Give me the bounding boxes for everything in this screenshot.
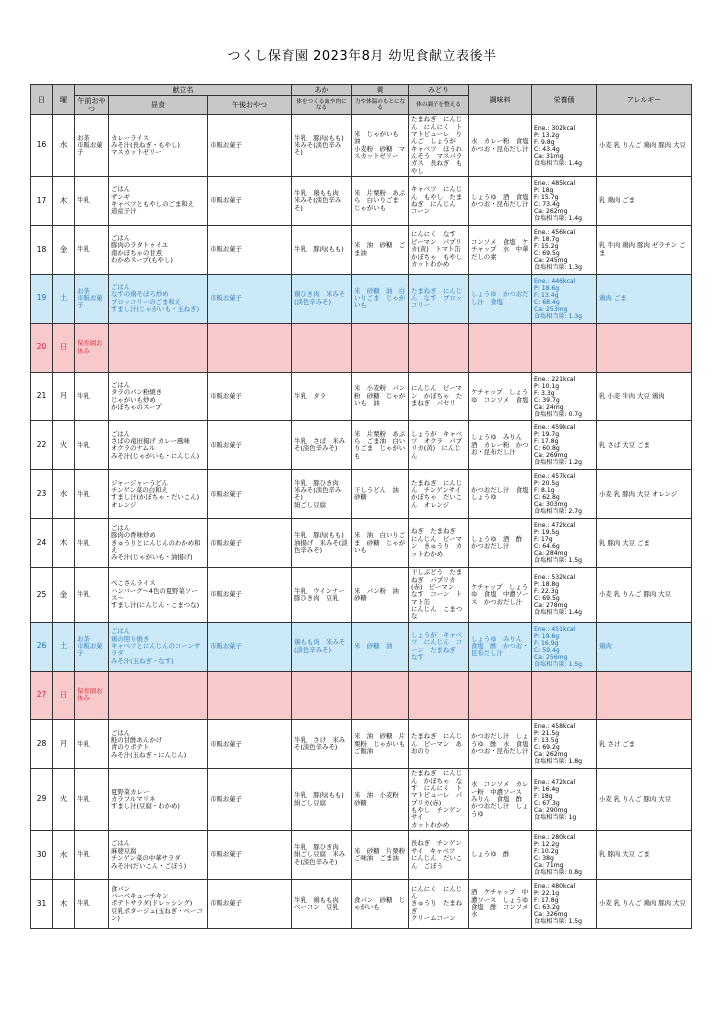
nutrition-cell: Ene.: 485kcal P: 18g F: 15.7g C: 73.4g Ca: 262mg 食塩相当量: 1.4g bbox=[532, 177, 597, 226]
header-seasoning: 調味料 bbox=[469, 85, 532, 115]
lunch-cell: ごはん 麻婆豆腐 チンゲン菜の中華サラダ みそ汁(だいこん・ごぼう) bbox=[109, 831, 208, 880]
weekday-cell: 水 bbox=[53, 115, 75, 177]
yellow-food-cell: 米 砂糖 油 白いりごま じゃがいも bbox=[352, 274, 409, 323]
table-row bbox=[31, 519, 692, 568]
red-food-cell: 牛乳 鶏もも肉 米みそ(淡色辛みそ) bbox=[292, 177, 352, 226]
am-snack-cell: 牛乳 bbox=[75, 568, 109, 623]
am-snack-cell: 牛乳 bbox=[75, 421, 109, 470]
green-food-cell: たまねぎ にんじん なす ブロッコリー bbox=[409, 274, 469, 323]
header-yellow-sub: 力や体温のもとになる bbox=[352, 96, 409, 115]
am-snack-cell: 牛乳 bbox=[75, 720, 109, 769]
header-red-sub: 体をつくる血や肉になる bbox=[292, 96, 352, 115]
allergy-cell: 乳 牛肉 鶏肉 豚肉 ゼラチン ごま bbox=[597, 225, 692, 274]
day-cell: 18 bbox=[31, 225, 53, 274]
lunch-cell: カレーライス みそ汁(長ねぎ・もやし) マスカットゼリー bbox=[109, 115, 208, 177]
header-green-sub: 体の調子を整える bbox=[409, 96, 469, 115]
allergy-cell bbox=[597, 671, 692, 720]
seasoning-cell: ケチャップ しょうゆ コンソメ 食塩 bbox=[469, 372, 532, 421]
table-row bbox=[31, 831, 692, 880]
nutrition-cell: Ene.: 302kcal P: 13.2g F: 9.8g C: 43.4g Ca: 31mg 食塩相当量: 1.4g bbox=[532, 115, 597, 177]
am-snack-cell: お茶 市販お菓子 bbox=[75, 622, 109, 671]
red-food-cell: 牛乳 タラ bbox=[292, 372, 352, 421]
am-snack-cell: 牛乳 bbox=[75, 519, 109, 568]
yellow-food-cell: 米 油 白いりごま 砂糖 じゃがいも bbox=[352, 519, 409, 568]
nutrition-cell: Ene.: 459kcal P: 19.7g F: 17.8g C: 60.8g Ca: 269mg 食塩相当量: 1.2g bbox=[532, 421, 597, 470]
pm-snack-cell: 市販お菓子 bbox=[208, 421, 292, 470]
lunch-cell: ジャージャーうどん チンゲン菜の白和え すまし汁(かぼちゃ・だいこん) オレンジ bbox=[109, 470, 208, 519]
nutrition-cell: Ene.: 280kcal P: 12.2g F: 10.2g C: 38g Ca: 71mg 食塩相当量: 0.8g bbox=[532, 831, 597, 880]
header-nutrition: 栄養価 bbox=[532, 85, 597, 115]
red-food-cell: 鶏もも肉 米みそ(淡色辛みそ) bbox=[292, 622, 352, 671]
table-row bbox=[31, 372, 692, 421]
seasoning-cell: ケチャップ しょうゆ 食塩 中濃ソース かつおだし汁 bbox=[469, 568, 532, 623]
seasoning-cell: しょうゆ かつおだし汁 食塩 bbox=[469, 274, 532, 323]
day-cell: 31 bbox=[31, 880, 53, 929]
seasoning-cell bbox=[469, 323, 532, 372]
nutrition-cell: Ene.: 458kcal P: 21.5g F: 13.5g C: 69.2g Ca: 262mg 食塩相当量: 1.8g bbox=[532, 720, 597, 769]
allergy-cell: 小麦 乳 りんご 鶏肉 豚肉 大豆 bbox=[597, 880, 692, 929]
weekday-cell: 金 bbox=[53, 225, 75, 274]
day-cell: 30 bbox=[31, 831, 53, 880]
yellow-food-cell: 米 パン粉 油 砂糖 bbox=[352, 568, 409, 623]
header-yellow: 黄 bbox=[352, 85, 409, 96]
lunch-cell: ごはん 豚肉のラタトゥイユ 南かぼちゃの甘煮 わかめスープ(もやし) bbox=[109, 225, 208, 274]
pm-snack-cell: 市販お菓子 bbox=[208, 225, 292, 274]
pm-snack-cell: 市販お菓子 bbox=[208, 274, 292, 323]
header-am-snack: 午前おやつ bbox=[75, 96, 109, 115]
weekday-cell: 月 bbox=[53, 720, 75, 769]
red-food-cell: 牛乳 鶏もも肉 ベーコン 豆乳 bbox=[292, 880, 352, 929]
yellow-food-cell: 食パン 砂糖 じゃがいも bbox=[352, 880, 409, 929]
lunch-cell: ぺこさんライス ハンバーグ〜4色の夏野菜ソース〜 すまし汁(にんじん・こまつな) bbox=[109, 568, 208, 623]
green-food-cell bbox=[409, 323, 469, 372]
allergy-cell: 鶏肉 bbox=[597, 622, 692, 671]
green-food-cell: キャベツ にんじん もやし たまねぎ にんじん コーン bbox=[409, 177, 469, 226]
menu-table bbox=[30, 84, 692, 929]
nutrition-cell: Ene.: 472kcal P: 19.5g F: 17g C: 64.6g Ca: 284mg 食塩相当量: 1.5g bbox=[532, 519, 597, 568]
header-day: 日 bbox=[31, 85, 53, 115]
table-row bbox=[31, 769, 692, 831]
red-food-cell: 牛乳 豚肉(もも) 油揚げ 米みそ(淡色辛みそ) bbox=[292, 519, 352, 568]
red-food-cell bbox=[292, 671, 352, 720]
table-row bbox=[31, 421, 692, 470]
nutrition-cell: Ene.: 480kcal P: 22.1g F: 17.8g C: 63.2g Ca: 326mg 食塩相当量: 1.5g bbox=[532, 880, 597, 929]
pm-snack-cell: 市販お菓子 bbox=[208, 622, 292, 671]
allergy-cell: 小麦 乳 豚肉 大豆 オレンジ bbox=[597, 470, 692, 519]
nutrition-cell: Ene.: 472kcal P: 16.4g F: 18g C: 67.3g Ca: 290mg 食塩相当量: 1g bbox=[532, 769, 597, 831]
nutrition-cell: Ene.: 221kcal P: 10.1g F: 3.3g C: 39.7g Ca: 24mg 食塩相当量: 0.7g bbox=[532, 372, 597, 421]
table-row bbox=[31, 671, 692, 720]
green-food-cell: にんにく にんじん きゅうり たまねぎ クリームコーン bbox=[409, 880, 469, 929]
pm-snack-cell: 市販お菓子 bbox=[208, 880, 292, 929]
yellow-food-cell bbox=[352, 323, 409, 372]
pm-snack-cell: 市販お菓子 bbox=[208, 177, 292, 226]
green-food-cell: ねぎ たまねぎ にんじん ピーマン きゅうり カットわかめ bbox=[409, 519, 469, 568]
lunch-cell: 食パン バーベキューチキン ポテトサラダ(ドレッシング) 豆乳ポタージュ(玉ねぎ・ベーコン) bbox=[109, 880, 208, 929]
red-food-cell bbox=[292, 323, 352, 372]
allergy-cell: 小麦 乳 りんご 鶏肉 豚肉 大豆 bbox=[597, 115, 692, 177]
red-food-cell: 牛乳 ウインナー 豚ひき肉 豆乳 bbox=[292, 568, 352, 623]
allergy-cell: 乳 さば 大豆 ごま bbox=[597, 421, 692, 470]
pm-snack-cell: 市販お菓子 bbox=[208, 568, 292, 623]
day-cell: 19 bbox=[31, 274, 53, 323]
allergy-cell: 鶏肉 ごま bbox=[597, 274, 692, 323]
red-food-cell: 牛乳 豚肉(もも) bbox=[292, 225, 352, 274]
allergy-cell: 乳 鶏肉 ごま bbox=[597, 177, 692, 226]
seasoning-cell: かつおだし汁 しょうゆ 酢 水 食塩 かつお・昆布だし汁 bbox=[469, 720, 532, 769]
weekday-cell: 木 bbox=[53, 177, 75, 226]
allergy-cell: 乳 豚肉 大豆 ごま bbox=[597, 519, 692, 568]
am-snack-cell: 牛乳 bbox=[75, 470, 109, 519]
header-lunch: 昼食 bbox=[109, 96, 208, 115]
green-food-cell: たまねぎ にんじん チンゲンサイ かぼちゃ だいこん オレンジ bbox=[409, 470, 469, 519]
day-cell: 28 bbox=[31, 720, 53, 769]
yellow-food-cell: 米 片栗粉 あぶら ごま油 白いりごま じゃがいも bbox=[352, 421, 409, 470]
seasoning-cell: しょうゆ みりん 食塩 酢 かつお・昆布だし汁 bbox=[469, 622, 532, 671]
pm-snack-cell: 市販お菓子 bbox=[208, 720, 292, 769]
lunch-cell: ごはん さばの竜田揚げ カレー風味 オクラのナムル みそ汁(じゃがいも・にんじん) bbox=[109, 421, 208, 470]
am-snack-cell: お茶 市販お菓子 bbox=[75, 274, 109, 323]
header-allergy: アレルギー bbox=[597, 85, 692, 115]
seasoning-cell: しょうゆ 酢 bbox=[469, 831, 532, 880]
pm-snack-cell: 市販お菓子 bbox=[208, 470, 292, 519]
red-food-cell: 牛乳 豚肉(もも) 絹ごし豆腐 bbox=[292, 769, 352, 831]
page-title: つくし保育園 2023年8月 幼児食献立表後半 bbox=[227, 49, 497, 64]
red-food-cell: 牛乳 豚肉(もも) 米みそ(淡色辛みそ) bbox=[292, 115, 352, 177]
table-row bbox=[31, 470, 692, 519]
nutrition-cell: Ene.: 532kcal P: 18.8g F: 22.3g C: 69.5g Ca: 278mg 食塩相当量: 1.4g bbox=[532, 568, 597, 623]
green-food-cell: たまねぎ にんじん かぼちゃ なす にんにく トマトピューレ パプリカ(赤) もやし チンゲンサイ カットわかめ bbox=[409, 769, 469, 831]
seasoning-cell: コンソメ 食塩 ケチャップ 水 中華だしの素 bbox=[469, 225, 532, 274]
table-row bbox=[31, 880, 692, 929]
day-cell: 24 bbox=[31, 519, 53, 568]
green-food-cell: にんにく なす ピーマン パプリカ(黄) トマト缶 かぼちゃ もやし カットわかめ bbox=[409, 225, 469, 274]
am-snack-cell: お茶 市販お菓子 bbox=[75, 115, 109, 177]
day-cell: 21 bbox=[31, 372, 53, 421]
lunch-cell: ごはん なすの鶏そぼろ炒め ブロッコリーのごま和え すまし汁(じゃがいも・玉ねぎ) bbox=[109, 274, 208, 323]
day-cell: 20 bbox=[31, 323, 53, 372]
yellow-food-cell: 米 油 砂糖 ごま油 bbox=[352, 225, 409, 274]
header-pm-snack: 午後おやつ bbox=[208, 96, 292, 115]
table-row bbox=[31, 115, 692, 177]
am-snack-cell: 牛乳 bbox=[75, 372, 109, 421]
allergy-cell: 小麦 乳 りんご 豚肉 大豆 bbox=[597, 568, 692, 623]
day-cell: 23 bbox=[31, 470, 53, 519]
am-snack-cell: 牛乳 bbox=[75, 225, 109, 274]
seasoning-cell: 水 カレー粉 食塩 かつお・昆布だし汁 bbox=[469, 115, 532, 177]
table-row bbox=[31, 622, 692, 671]
pm-snack-cell: 市販お菓子 bbox=[208, 115, 292, 177]
table-row bbox=[31, 720, 692, 769]
lunch-cell: 夏野菜カレー カラフルマリネ すまし汁(豆腐・わかめ) bbox=[109, 769, 208, 831]
table-row bbox=[31, 177, 692, 226]
green-food-cell: 干しぶどう たまねぎ パプリカ(赤) ピーマン なす コーン トマト缶 にんじん こまつな bbox=[409, 568, 469, 623]
header-green: みどり bbox=[409, 85, 469, 96]
lunch-cell: ごはん タラのパン粉焼き じゃがいも炒め かぼちゃのスープ bbox=[109, 372, 208, 421]
am-snack-cell: 牛乳 bbox=[75, 769, 109, 831]
green-food-cell bbox=[409, 671, 469, 720]
pm-snack-cell bbox=[208, 671, 292, 720]
red-food-cell: 牛乳 さけ 米みそ(淡色辛みそ) bbox=[292, 720, 352, 769]
red-food-cell: 牛乳 さば 米みそ(淡色辛みそ) bbox=[292, 421, 352, 470]
weekday-cell: 金 bbox=[53, 568, 75, 623]
lunch-cell: ごはん 鶏の照り焼き キャベツとにんじんのコーンサラダ みそ汁(玉ねぎ・なす) bbox=[109, 622, 208, 671]
am-snack-cell: 保育園お休み bbox=[75, 323, 109, 372]
yellow-food-cell: 干しうどん 油 砂糖 bbox=[352, 470, 409, 519]
seasoning-cell bbox=[469, 671, 532, 720]
yellow-food-cell: 米 片栗粉 あぶら 白いりごま じゃがいも bbox=[352, 177, 409, 226]
weekday-cell: 木 bbox=[53, 880, 75, 929]
green-food-cell: しょうが キャベツ にんじん コーン たまねぎ なす bbox=[409, 622, 469, 671]
allergy-cell: 乳 小麦 牛肉 大豆 鶏肉 bbox=[597, 372, 692, 421]
am-snack-cell: 牛乳 bbox=[75, 177, 109, 226]
header-red: あか bbox=[292, 85, 352, 96]
green-food-cell: たまねぎ にんじん にんにく トマトピューレ りんご しょうが キャベツ ほうれんそう マスパラガス 長ねぎ もやし bbox=[409, 115, 469, 177]
pm-snack-cell: 市販お菓子 bbox=[208, 769, 292, 831]
lunch-cell: ごはん ザンギ キャベツともやしのごま和え 道産子汁 bbox=[109, 177, 208, 226]
day-cell: 16 bbox=[31, 115, 53, 177]
yellow-food-cell: 米 小麦粉 パン粉 砂糖 じゃがいも 油 bbox=[352, 372, 409, 421]
lunch-cell: ごはん 鮭の甘酢あんかけ 青のりポテト みそ汁(玉ねぎ・にんじん) bbox=[109, 720, 208, 769]
day-cell: 17 bbox=[31, 177, 53, 226]
allergy-cell: 小麦 乳 りんご 豚肉 大豆 bbox=[597, 769, 692, 831]
pm-snack-cell: 市販お菓子 bbox=[208, 519, 292, 568]
am-snack-cell: 牛乳 bbox=[75, 880, 109, 929]
nutrition-cell: Ene.: 456kcal P: 18.7g F: 15.2g C: 69.5g Ca: 245mg 食塩相当量: 1.3g bbox=[532, 225, 597, 274]
yellow-food-cell: 米 砂糖 片栗粉 ご味油 ごま油 bbox=[352, 831, 409, 880]
day-cell: 22 bbox=[31, 421, 53, 470]
header-weekday: 曜 bbox=[53, 85, 75, 115]
allergy-cell bbox=[597, 323, 692, 372]
day-cell: 26 bbox=[31, 622, 53, 671]
weekday-cell: 水 bbox=[53, 831, 75, 880]
yellow-food-cell bbox=[352, 671, 409, 720]
green-food-cell: しょうが キャベツ オクラ パプリカ(黄) にんじん bbox=[409, 421, 469, 470]
nutrition-cell: Ene.: 457kcal P: 20.5g F: 8.1g C: 62.8g Ca: 303mg 食塩相当量: 2.7g bbox=[532, 470, 597, 519]
nutrition-cell bbox=[532, 323, 597, 372]
green-food-cell: にんじん ピーマン かぼちゃ たまねぎ パセリ bbox=[409, 372, 469, 421]
yellow-food-cell: 米 油 小麦粉 砂糖 bbox=[352, 769, 409, 831]
lunch-cell bbox=[109, 671, 208, 720]
pm-snack-cell: 市販お菓子 bbox=[208, 372, 292, 421]
day-cell: 27 bbox=[31, 671, 53, 720]
pm-snack-cell bbox=[208, 323, 292, 372]
red-food-cell: 牛乳 豚ひき肉 米みそ(淡色辛みそ) 絹ごし豆腐 bbox=[292, 470, 352, 519]
weekday-cell: 日 bbox=[53, 323, 75, 372]
pm-snack-cell: 市販お菓子 bbox=[208, 831, 292, 880]
seasoning-cell: しょうゆ 酒 酢 かつおだし汁 bbox=[469, 519, 532, 568]
seasoning-cell: かつおだし汁 食塩 しょうゆ bbox=[469, 470, 532, 519]
am-snack-cell: 牛乳 bbox=[75, 831, 109, 880]
seasoning-cell: しょうゆ みりん 酒 カレー粉 かつお・昆布だし汁 bbox=[469, 421, 532, 470]
red-food-cell: 牛乳 豚ひき肉 絹ごし豆腐 米みそ(淡色辛みそ) bbox=[292, 831, 352, 880]
am-snack-cell: 保育園お休み bbox=[75, 671, 109, 720]
red-food-cell: 鶏ひき肉 米みそ(淡色辛みそ) bbox=[292, 274, 352, 323]
yellow-food-cell: 米 油 砂糖 片栗粉 じゃがいも ご飯油 bbox=[352, 720, 409, 769]
weekday-cell: 木 bbox=[53, 519, 75, 568]
lunch-cell: ごはん 豚肉の香味炒め きゅうりとにんじんのわかめ和え みそ汁(じゃがいも・油揚げ) bbox=[109, 519, 208, 568]
weekday-cell: 日 bbox=[53, 671, 75, 720]
day-cell: 25 bbox=[31, 568, 53, 623]
seasoning-cell: 水 コンソメ カレー粉 中濃ソース みりん 食塩 酢 かつおだし汁 しょうゆ bbox=[469, 769, 532, 831]
weekday-cell: 土 bbox=[53, 622, 75, 671]
nutrition-cell bbox=[532, 671, 597, 720]
nutrition-cell: Ene.: 451kcal P: 19.6g F: 16.9g C: 59.4g Ca: 256mg 食塩相当量: 1.5g bbox=[532, 622, 597, 671]
table-row bbox=[31, 225, 692, 274]
allergy-cell: 乳 豚肉 大豆 ごま bbox=[597, 831, 692, 880]
table-row bbox=[31, 568, 692, 623]
table-row bbox=[31, 323, 692, 372]
table-row bbox=[31, 274, 692, 323]
lunch-cell bbox=[109, 323, 208, 372]
seasoning-cell: 酒 ケチャップ 中濃ソース しょうゆ 食塩 酢 コンソメ 水 bbox=[469, 880, 532, 929]
header-menu-name: 献立名 bbox=[75, 85, 292, 96]
yellow-food-cell: 米 砂糖 油 bbox=[352, 622, 409, 671]
weekday-cell: 火 bbox=[53, 421, 75, 470]
green-food-cell: 長ねぎ チンゲンサイ キャベツ にんじん だいこん ごぼう bbox=[409, 831, 469, 880]
seasoning-cell: しょうゆ 酒 食塩 かつお・昆布だし汁 bbox=[469, 177, 532, 226]
green-food-cell: たまねぎ にんじん ピーマン あおのり bbox=[409, 720, 469, 769]
weekday-cell: 水 bbox=[53, 470, 75, 519]
weekday-cell: 火 bbox=[53, 769, 75, 831]
weekday-cell: 月 bbox=[53, 372, 75, 421]
allergy-cell: 乳 さけ ごま bbox=[597, 720, 692, 769]
day-cell: 29 bbox=[31, 769, 53, 831]
nutrition-cell: Ene.: 446kcal P: 18.6g F: 13.4g C: 68.4g Ca: 253mg 食塩相当量: 1.3g bbox=[532, 274, 597, 323]
weekday-cell: 土 bbox=[53, 274, 75, 323]
yellow-food-cell: 米 じゃがいも 油 小麦粉 砂糖 マスカットゼリー bbox=[352, 115, 409, 177]
